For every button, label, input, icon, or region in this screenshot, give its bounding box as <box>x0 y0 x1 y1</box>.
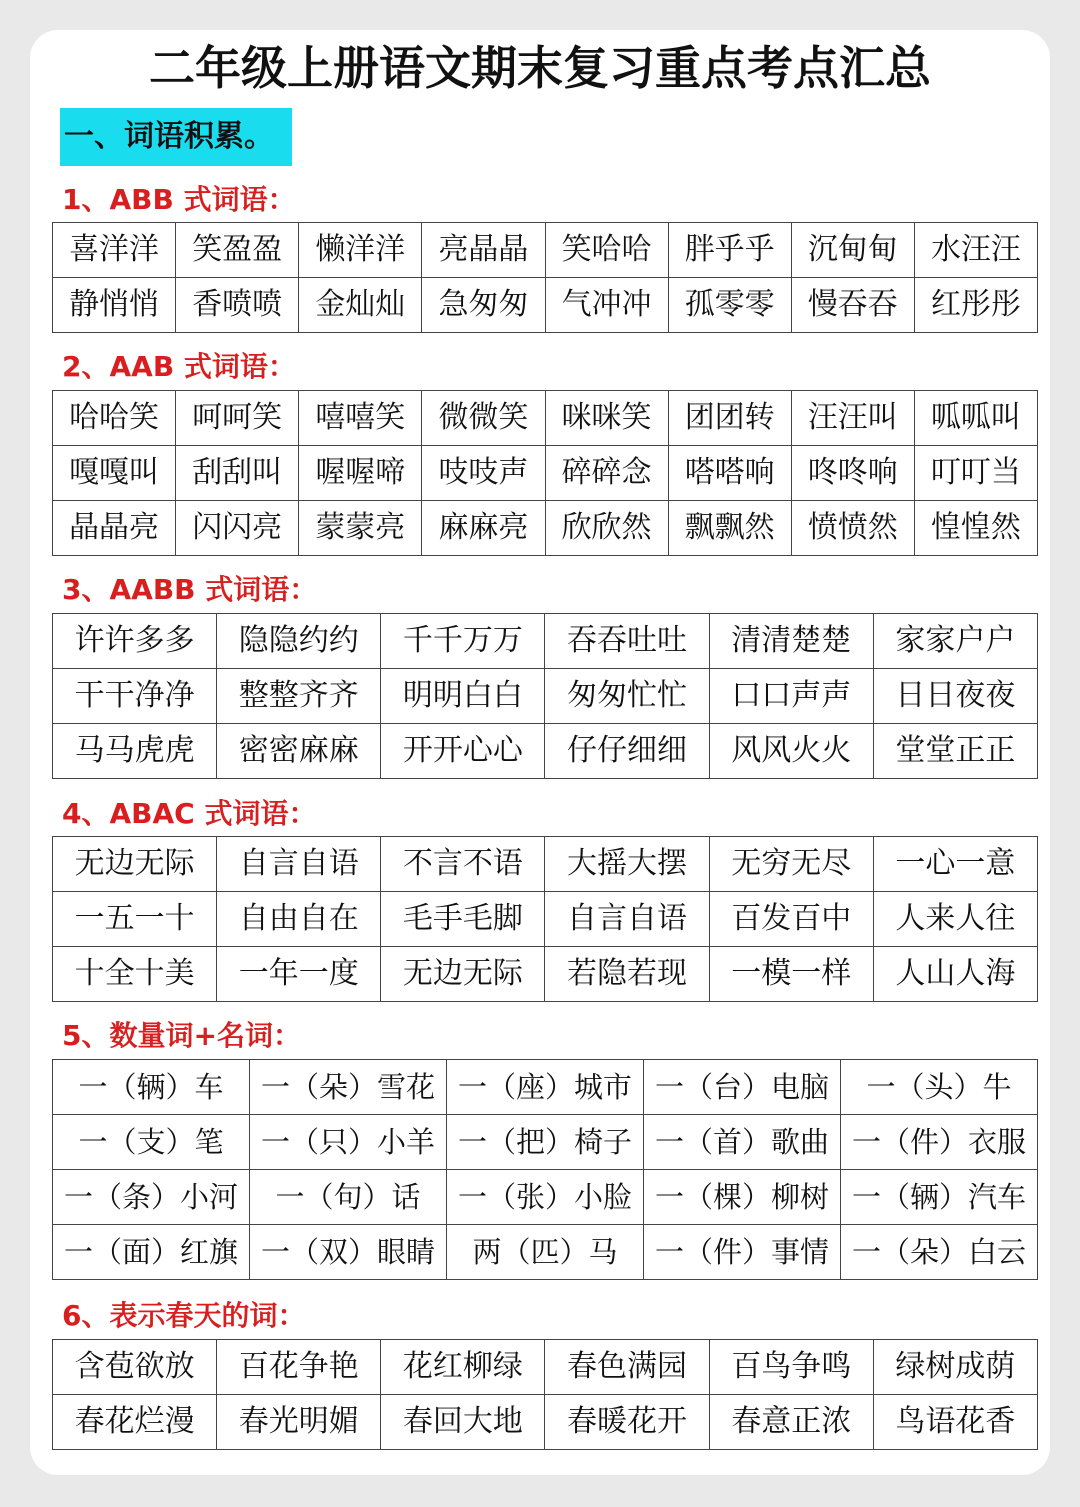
table-row <box>53 391 1038 446</box>
word-cell: 慢吞吞 <box>791 278 914 333</box>
word-cell: 金灿灿 <box>299 278 422 333</box>
word-cell: 胖乎乎 <box>668 223 791 278</box>
word-table-abac <box>52 836 1038 1002</box>
word-cell: 呱呱叫 <box>914 391 1037 446</box>
word-cell: 晶晶亮 <box>53 501 176 556</box>
group-heading-aab: 2、AAB 式词语： <box>62 350 296 383</box>
word-cell: 口口声声 <box>709 669 873 724</box>
word-cell: 清清楚楚 <box>709 614 873 669</box>
word-cell: 气冲冲 <box>545 278 668 333</box>
word-cell: 一年一度 <box>217 947 381 1002</box>
word-cell: 懒洋洋 <box>299 223 422 278</box>
word-cell: 汪汪叫 <box>791 391 914 446</box>
word-table-abb <box>52 222 1038 333</box>
word-cell: 一（句）话 <box>250 1170 447 1225</box>
table-row <box>53 837 1038 892</box>
word-cell: 孤零零 <box>668 278 791 333</box>
word-cell: 静悄悄 <box>53 278 176 333</box>
word-cell: 家家户户 <box>873 614 1037 669</box>
word-cell: 麻麻亮 <box>422 501 545 556</box>
word-cell: 明明白白 <box>381 669 545 724</box>
word-cell: 刮刮叫 <box>176 446 299 501</box>
word-cell: 马马虎虎 <box>53 724 217 779</box>
word-cell: 堂堂正正 <box>873 724 1037 779</box>
word-cell: 百鸟争鸣 <box>709 1340 873 1395</box>
word-cell: 人来人往 <box>873 892 1037 947</box>
word-cell: 咪咪笑 <box>545 391 668 446</box>
word-cell: 一（只）小羊 <box>250 1115 447 1170</box>
word-cell: 笑盈盈 <box>176 223 299 278</box>
word-cell: 一（辆）车 <box>53 1060 250 1115</box>
table-row <box>53 1060 1038 1115</box>
word-cell: 一模一样 <box>709 947 873 1002</box>
word-cell: 自言自语 <box>545 892 709 947</box>
word-cell: 飘飘然 <box>668 501 791 556</box>
word-cell: 若隐若现 <box>545 947 709 1002</box>
word-cell: 绿树成荫 <box>873 1340 1037 1395</box>
word-cell: 整整齐齐 <box>217 669 381 724</box>
word-cell: 无穷无尽 <box>709 837 873 892</box>
table-row <box>53 223 1038 278</box>
word-cell: 一（件）事情 <box>644 1225 841 1280</box>
word-cell: 香喷喷 <box>176 278 299 333</box>
word-cell: 咚咚响 <box>791 446 914 501</box>
word-cell: 不言不语 <box>381 837 545 892</box>
table-row <box>53 669 1038 724</box>
word-cell: 春色满园 <box>545 1340 709 1395</box>
word-cell: 大摇大摆 <box>545 837 709 892</box>
group-heading-aabb: 3、AABB 式词语： <box>62 573 318 606</box>
word-cell: 一（辆）汽车 <box>841 1170 1038 1225</box>
word-cell: 团团转 <box>668 391 791 446</box>
word-table-measure-words <box>52 1059 1038 1280</box>
word-cell: 仔仔细细 <box>545 724 709 779</box>
word-cell: 一（双）眼睛 <box>250 1225 447 1280</box>
word-cell: 吞吞吐吐 <box>545 614 709 669</box>
word-cell: 鸟语花香 <box>873 1395 1037 1450</box>
section-heading: 一、词语积累。 <box>60 108 292 166</box>
word-cell: 千千万万 <box>381 614 545 669</box>
word-cell: 百发百中 <box>709 892 873 947</box>
word-cell: 红彤彤 <box>914 278 1037 333</box>
word-cell: 吱吱声 <box>422 446 545 501</box>
word-cell: 一（件）衣服 <box>841 1115 1038 1170</box>
table-row <box>53 614 1038 669</box>
table-row <box>53 278 1038 333</box>
table-row <box>53 1225 1038 1280</box>
word-cell: 毛手毛脚 <box>381 892 545 947</box>
word-cell: 春暖花开 <box>545 1395 709 1450</box>
word-cell: 春花烂漫 <box>53 1395 217 1450</box>
word-cell: 欣欣然 <box>545 501 668 556</box>
word-cell: 春意正浓 <box>709 1395 873 1450</box>
word-cell: 一五一十 <box>53 892 217 947</box>
word-cell: 喜洋洋 <box>53 223 176 278</box>
word-cell: 许许多多 <box>53 614 217 669</box>
word-cell: 自由自在 <box>217 892 381 947</box>
word-cell: 呵呵笑 <box>176 391 299 446</box>
word-table-aabb <box>52 613 1038 779</box>
word-cell: 花红柳绿 <box>381 1340 545 1395</box>
word-cell: 笑哈哈 <box>545 223 668 278</box>
word-cell: 春回大地 <box>381 1395 545 1450</box>
table-row <box>53 501 1038 556</box>
word-cell: 一（头）牛 <box>841 1060 1038 1115</box>
word-cell: 嘎嘎叫 <box>53 446 176 501</box>
table-row <box>53 724 1038 779</box>
word-cell: 喔喔啼 <box>299 446 422 501</box>
word-cell: 匆匆忙忙 <box>545 669 709 724</box>
word-cell: 碎碎念 <box>545 446 668 501</box>
word-cell: 人山人海 <box>873 947 1037 1002</box>
word-cell: 一（把）椅子 <box>447 1115 644 1170</box>
word-cell: 闪闪亮 <box>176 501 299 556</box>
word-cell: 急匆匆 <box>422 278 545 333</box>
word-cell: 哈哈笑 <box>53 391 176 446</box>
word-cell: 一（张）小脸 <box>447 1170 644 1225</box>
word-cell: 百花争艳 <box>217 1340 381 1395</box>
word-cell: 一（支）笔 <box>53 1115 250 1170</box>
word-cell: 隐隐约约 <box>217 614 381 669</box>
table-row <box>53 947 1038 1002</box>
word-cell: 密密麻麻 <box>217 724 381 779</box>
word-cell: 嗒嗒响 <box>668 446 791 501</box>
word-cell: 微微笑 <box>422 391 545 446</box>
table-row <box>53 446 1038 501</box>
word-cell: 无边无际 <box>53 837 217 892</box>
word-cell: 蒙蒙亮 <box>299 501 422 556</box>
word-cell: 日日夜夜 <box>873 669 1037 724</box>
word-cell: 水汪汪 <box>914 223 1037 278</box>
word-table-aab <box>52 390 1038 556</box>
word-cell: 一（座）城市 <box>447 1060 644 1115</box>
group-heading-spring-words: 6、表示春天的词： <box>62 1299 306 1332</box>
word-cell: 无边无际 <box>381 947 545 1002</box>
word-cell: 一（首）歌曲 <box>644 1115 841 1170</box>
word-cell: 亮晶晶 <box>422 223 545 278</box>
group-heading-abac: 4、ABAC 式词语： <box>62 797 317 830</box>
table-row <box>53 1115 1038 1170</box>
word-cell: 两（匹）马 <box>447 1225 644 1280</box>
group-heading-abb: 1、ABB 式词语： <box>62 183 296 216</box>
word-cell: 开开心心 <box>381 724 545 779</box>
word-cell: 一（条）小河 <box>53 1170 250 1225</box>
word-cell: 一心一意 <box>873 837 1037 892</box>
word-cell: 沉甸甸 <box>791 223 914 278</box>
word-cell: 一（朵）白云 <box>841 1225 1038 1280</box>
word-cell: 叮叮当 <box>914 446 1037 501</box>
word-cell: 惶惶然 <box>914 501 1037 556</box>
word-cell: 风风火火 <box>709 724 873 779</box>
word-cell: 一（面）红旗 <box>53 1225 250 1280</box>
table-row <box>53 1340 1038 1395</box>
word-cell: 愤愤然 <box>791 501 914 556</box>
group-heading-measure-words: 5、数量词+名词： <box>62 1019 301 1052</box>
word-cell: 干干净净 <box>53 669 217 724</box>
word-cell: 一（棵）柳树 <box>644 1170 841 1225</box>
page-title: 二年级上册语文期末复习重点考点汇总 <box>149 41 931 95</box>
word-table-spring-words <box>52 1339 1038 1450</box>
word-cell: 嘻嘻笑 <box>299 391 422 446</box>
table-row <box>53 1395 1038 1450</box>
word-cell: 自言自语 <box>217 837 381 892</box>
table-row <box>53 892 1038 947</box>
word-cell: 十全十美 <box>53 947 217 1002</box>
word-cell: 一（朵）雪花 <box>250 1060 447 1115</box>
word-cell: 春光明媚 <box>217 1395 381 1450</box>
word-cell: 含苞欲放 <box>53 1340 217 1395</box>
table-row <box>53 1170 1038 1225</box>
word-cell: 一（台）电脑 <box>644 1060 841 1115</box>
